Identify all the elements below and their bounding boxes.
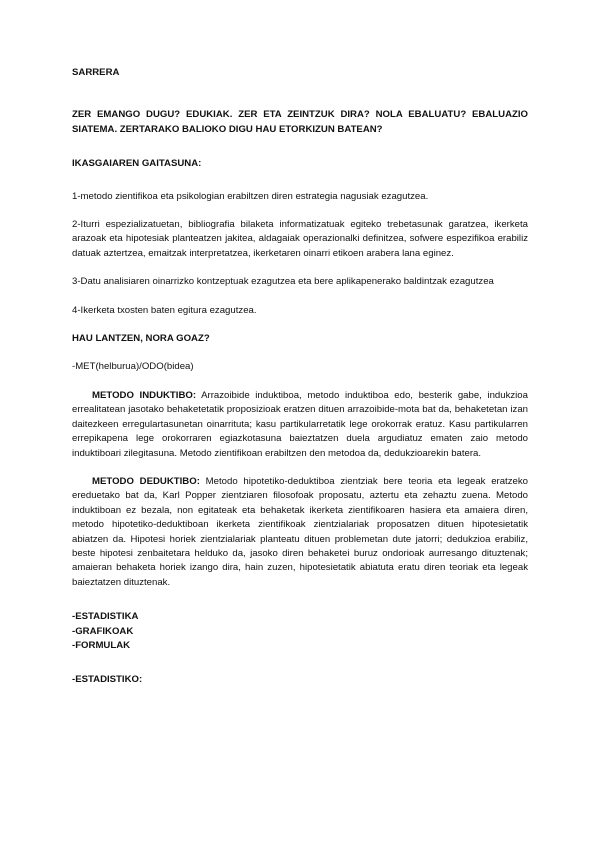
document-page [72, 66, 528, 688]
deductive-method-paragraph [72, 475, 528, 590]
statistics-heading: -ESTADISTIKO: [72, 674, 143, 686]
goal-heading: HAU LANTZEN, NORA GOAZ? [72, 333, 210, 345]
inductive-method-term: METODO INDUKTIBO: [92, 389, 197, 401]
competence-item-2: 2-Iturri espezializatuetan, bibliografia bilaketa informatizatuak egiteko trebetasunak garatzea, ikerketa arazoak eta hipotesiak planteatzen jakitea, aldagaiak operazionalki definitzea, sofwere espezifikoa erabiliz datuak aztertzea, emaitzak interpretatzea, ikerketaren oinarri etikoen arabera lana eginez. [72, 219, 528, 259]
tools-list-item: -ESTADISTIKA [72, 611, 139, 623]
inductive-method-text: Arrazoibide induktiboa, metodo induktiboa edo, besterik gabe, indukzioa errealitatean jasotako behaketetatik proposizioak eratzen dituen arrazoibide-mota bat da, behaketetan izan daitezkeen erregulartasunetan oinarrituta; kasu partikularretatik lege orokorrak eratuz. Kasu partikularren errepikapena lege orokorraren egiazkotasuna baieztatzen duela argudiatuz ematen zaio metodo induktiboari zilegitasuna. Metodo zientifikoan erabiltzen den metodoa da, dedukzioarekin batera. [72, 389, 528, 459]
competences-heading: IKASGAIAREN GAITASUNA: [72, 158, 202, 170]
document-title: SARRERA [72, 67, 120, 78]
tools-list-item: -FORMULAK [72, 639, 131, 651]
competence-item-4: 4-Ikerketa txosten baten egitura ezagutzea. [72, 304, 257, 316]
questions-heading: ZER EMANGO DUGU? EDUKIAK. ZER ETA ZEINTZUK DIRA? NOLA EBALUATU? EBALUAZIO SIATEMA. ZERTARAKO BALIOKO DIGU HAU ETORKIZUN BATEAN? [72, 109, 528, 135]
competence-item-3: 3-Datu analisiaren oinarrizko kontzeptuak ezagutzea eta bere aplikapenerako baldintzak ezagutzea [72, 276, 494, 288]
deductive-method-text: Metodo hipotetiko-deduktiboa zientziak bere teoria eta legeak eratzeko ereduetako bat da, Karl Popper zientziaren filosofoak proposatu, aztertu eta zehaztu zuena. Metodo induktiboan ez bezala, non egitateak eta behaketak ikerketa zientifikoaren hasiera eta amaiera diren, metodo hipotetiko-deduktiboan ikerketa zientifikoak zientzialariak proposatzen dituen hipotesietatik abiatzen da. Hipotesi horiek zientzialariak planteatu dituen problemetan dute jatorri; dedukzioa erabiliz, beste hipotesi zenbaitetara helduko da, jasoko diren behaketei buruz ondorioak aurresango dituztenak; amaieran behaketa horiek izango dira, hain zuzen, hipotesietatik abiatuta eratu diren teoriak eta legeak baieztatzen dituztenak. [72, 475, 528, 588]
inductive-method-paragraph [72, 389, 528, 461]
competence-item-1: 1-metodo zientifikoa eta psikologian erabiltzen diren estrategia nagusiak ezagutzea. [72, 190, 429, 202]
tools-list-item: -GRAFIKOAK [72, 625, 134, 637]
tools-list [72, 610, 528, 653]
etymology-line: -MET(helburua)/ODO(bidea) [72, 361, 194, 373]
deductive-method-term: METODO DEDUKTIBO: [92, 475, 200, 487]
